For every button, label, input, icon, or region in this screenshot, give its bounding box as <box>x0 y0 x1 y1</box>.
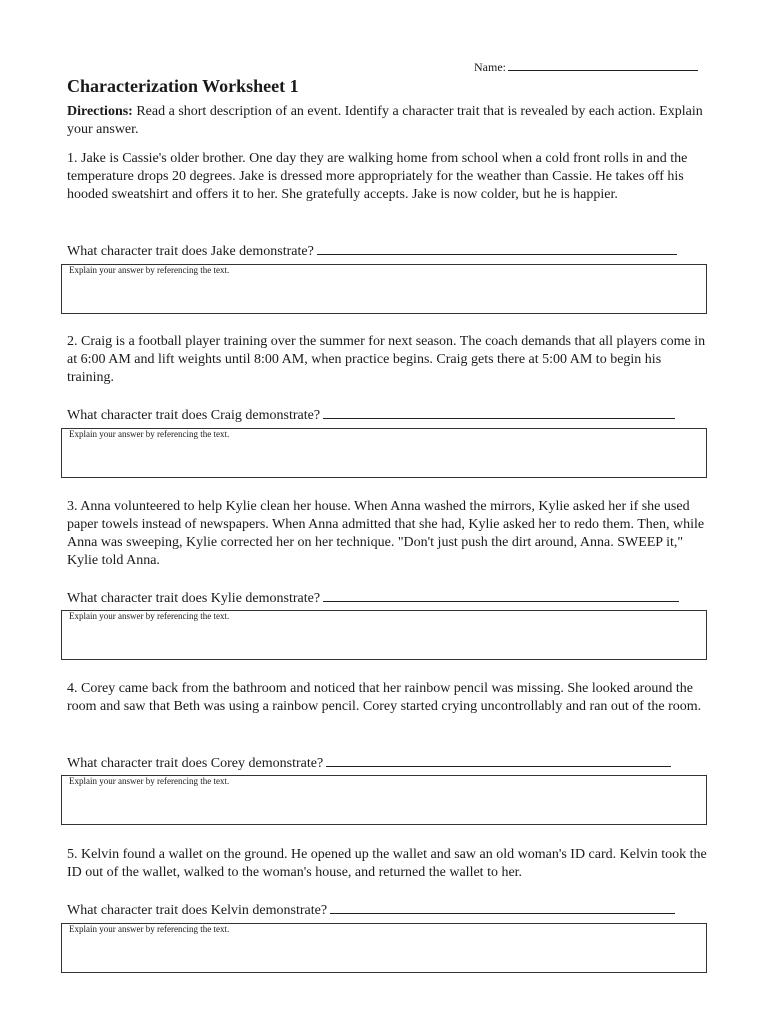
question-3 <box>67 498 707 621</box>
question-text: 3. Anna volunteered to help Kylie clean her house. When Anna washed the mirrors, Kylie asked her if she used paper towels instead of newspapers. When Anna admitted that she had, Kylie asked her to redo them. Then, while Anna was sweeping, Kylie corrected her on her technique. "Don't just push the dirt around, Anna. SWEEP it," Kylie told Anna. <box>67 499 705 568</box>
answer-box-hint: Explain your answer by referencing the text. <box>69 265 230 275</box>
answer-box-hint: Explain your answer by referencing the text. <box>69 611 230 621</box>
answer-box[interactable] <box>61 775 707 825</box>
trait-answer-blank[interactable] <box>330 899 675 914</box>
question-1 <box>67 150 707 275</box>
trait-prompt <box>67 240 677 260</box>
trait-prompt-label: What character trait does Corey demonstrate? <box>67 756 324 771</box>
page-title: Characterization Worksheet 1 <box>67 76 299 96</box>
question-text: 1. Jake is Cassie's older brother. One day they are walking home from school when a cold front rolls in and the temperature drops 20 degrees. Jake is dressed more appropriately for the weather than Cassie. He takes off his hooded sweatshirt and offers it to her. She gratefully accepts. Jake is now colder, but he is happier. <box>67 151 688 202</box>
trait-answer-blank[interactable] <box>326 752 671 767</box>
question-text: 5. Kelvin found a wallet on the ground. He opened up the wallet and saw an old woman's ID card. Kelvin took the ID out of the wallet, walked to the woman's house, and returned the wallet to her. <box>67 847 707 880</box>
answer-box-hint: Explain your answer by referencing the text. <box>69 429 230 439</box>
name-blank[interactable] <box>508 58 698 71</box>
answer-box-hint: Explain your answer by referencing the text. <box>69 776 230 786</box>
question-5 <box>67 846 707 934</box>
directions <box>67 103 707 139</box>
answer-box[interactable] <box>61 264 707 314</box>
question-4 <box>67 680 707 786</box>
question-text: 2. Craig is a football player training over the summer for next season. The coach demands that all players come in at 6:00 AM and lift weights until 8:00 AM, when practice begins. Craig gets there at 5:00 AM to begin his training. <box>67 334 706 385</box>
trait-prompt-label: What character trait does Jake demonstrate? <box>67 244 314 259</box>
name-field[interactable] <box>474 58 698 75</box>
trait-prompt-label: What character trait does Kelvin demonstrate? <box>67 903 328 918</box>
trait-answer-blank[interactable] <box>323 404 675 419</box>
trait-prompt <box>67 899 675 919</box>
answer-box-hint: Explain your answer by referencing the text. <box>69 924 230 934</box>
answer-box[interactable] <box>61 923 707 973</box>
question-2 <box>67 333 707 439</box>
question-text: 4. Corey came back from the bathroom and noticed that her rainbow pencil was missing. She looked around the room and saw that Beth was using a rainbow pencil. Corey started crying uncontrollably and ran out of the room. <box>67 681 702 714</box>
trait-answer-blank[interactable] <box>323 587 679 602</box>
trait-prompt <box>67 752 671 772</box>
directions-label: Directions: <box>67 104 133 119</box>
answer-box[interactable] <box>61 428 707 478</box>
name-label: Name: <box>474 60 506 74</box>
trait-answer-blank[interactable] <box>317 240 677 255</box>
trait-prompt-label: What character trait does Kylie demonstrate? <box>67 591 321 606</box>
trait-prompt <box>67 404 675 424</box>
answer-box[interactable] <box>61 610 707 660</box>
trait-prompt-label: What character trait does Craig demonstrate? <box>67 408 321 423</box>
trait-prompt <box>67 587 679 607</box>
directions-text: Read a short description of an event. Identify a character trait that is revealed by each action. Explain your answer. <box>67 104 703 137</box>
